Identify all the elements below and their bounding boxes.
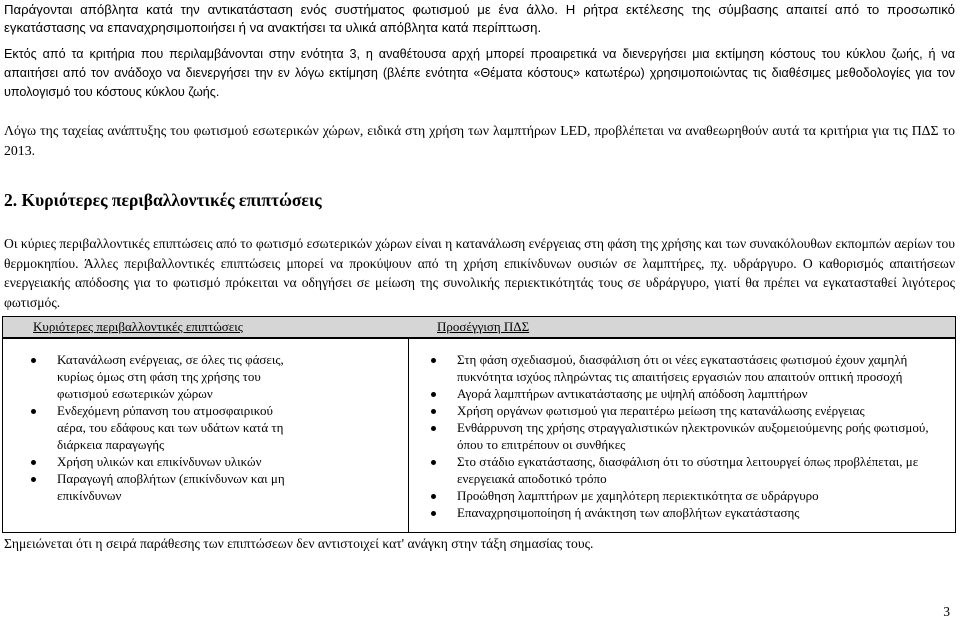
column-header-approach: Προσέγγιση ΠΔΣ bbox=[437, 319, 530, 334]
list-item bbox=[25, 453, 285, 470]
list-item-text: Χρήση υλικών και επικίνδυνων υλικών bbox=[57, 454, 262, 469]
bullet-icon bbox=[431, 494, 436, 499]
list-item bbox=[25, 470, 285, 504]
approach-list bbox=[425, 351, 930, 521]
list-item bbox=[25, 351, 285, 402]
list-item-text: Κατανάλωση ενέργειας, σε όλες τις φάσεις, κυρίως όμως στη φάση της χρήσης του φωτισμού εσωτερικών χώρων bbox=[57, 352, 284, 401]
list-item bbox=[425, 453, 930, 487]
list-item-text: Ενθάρρυνση της χρήσης στραγγαλιστικών ηλεκτρονικών αυξομειούμενης ροής φωτισμού, όπου το επιτρέπουν οι συνθήκες bbox=[457, 420, 929, 452]
list-item-text: Επαναχρησιμοποίηση ή ανάκτηση των αποβλήτων εγκατάστασης bbox=[457, 505, 800, 520]
paragraph-led-review: Λόγω της ταχείας ανάπτυξης του φωτισμού εσωτερικών χώρων, ειδικά στη χρήση των λαμπτήρων LED, προβλέπεται να αναθεωρηθούν αυτά τα κριτήρια για τις ΠΔΣ το 2013. bbox=[4, 123, 955, 158]
section-heading: 2. Κυριότερες περιβαλλοντικές επιπτώσεις bbox=[4, 190, 322, 210]
table-body bbox=[2, 338, 956, 533]
list-item bbox=[25, 402, 285, 453]
bullet-icon bbox=[431, 392, 436, 397]
bullet-icon bbox=[431, 409, 436, 414]
page-number: 3 bbox=[943, 604, 950, 619]
bullet-icon bbox=[31, 477, 36, 482]
list-item-text: Αγορά λαμπτήρων αντικατάστασης με υψηλή απόδοση λαμπτήρων bbox=[457, 386, 808, 401]
paragraph-waste: Παράγονται απόβλητα κατά την αντικατάσταση ενός συστήματος φωτισμού με ένα άλλο. Η ρήτρα εκτέλεσης της σύμβασης απαιτεί από το προσωπικό εγκατάστασης να επαναχρησιμοποιήσει ή να ανακτήσει τα υλικά απόβλητα κατά περίπτωση. bbox=[4, 2, 955, 35]
bullet-icon bbox=[31, 409, 36, 414]
bullet-icon bbox=[31, 460, 36, 465]
impacts-list bbox=[25, 351, 285, 504]
list-item-text: Στη φάση σχεδιασμού, διασφάλιση ότι οι νέες εγκαταστάσεις φωτισμού έχουν χαμηλή πυκνότητα ισχύος πληρώντας τις απαιτήσεις εργασιών που απαιτούν οπτική προσοχή bbox=[457, 352, 908, 384]
list-item bbox=[425, 419, 930, 453]
list-item-text: Ενδεχόμενη ρύπανση του ατμοσφαιρικού αέρα, του εδάφους και των υδάτων κατά τη διάρκεια παραγωγής bbox=[57, 403, 284, 452]
list-item-text: Παραγωγή αποβλήτων (επικίνδυνων και μη επικίνδυνων bbox=[57, 471, 285, 503]
list-item-text: Στο στάδιο εγκατάστασης, διασφάλιση ότι το σύστημα λειτουργεί όπως προβλέπεται, με ενεργειακά αποδοτικό τρόπο bbox=[457, 454, 919, 486]
bullet-icon bbox=[31, 358, 36, 363]
footnote: Σημειώνεται ότι η σειρά παράθεσης των επιπτώσεων δεν αντιστοιχεί κατ' ανάγκη στην τάξη σημασίας τους. bbox=[4, 536, 594, 551]
list-item bbox=[425, 385, 930, 402]
bullet-icon bbox=[431, 358, 436, 363]
paragraph-life-cycle-cost: Εκτός από τα κριτήρια που περιλαμβάνονται στην ενότητα 3, η αναθέτουσα αρχή μπορεί προαιρετικά να διενεργήσει μια εκτίμηση κόστους του κύκλου ζωής, ή να απαιτήσει από τον ανάδοχο να διενεργήσει την εν λόγω εκτίμηση (βλέπε ενότητα «Θέματα κόστους» κατωτέρω) χρησιμοποιώντας τις διαθέσιμες μεθοδολογίες για τον υπολογισμό του κόστους κύκλου ζωής. bbox=[4, 47, 955, 99]
table-header bbox=[2, 316, 956, 338]
bullet-icon bbox=[431, 460, 436, 465]
list-item bbox=[425, 351, 930, 385]
bullet-icon bbox=[431, 426, 436, 431]
list-item bbox=[425, 504, 930, 521]
list-item-text: Χρήση οργάνων φωτισμού για περαιτέρω μείωση της κατανάλωσης ενέργειας bbox=[457, 403, 865, 418]
list-item bbox=[425, 402, 930, 419]
column-divider bbox=[408, 339, 409, 532]
list-item-text: Προώθηση λαμπτήρων με χαμηλότερη περιεκτικότητα σε υδράργυρο bbox=[457, 488, 819, 503]
column-header-impacts: Κυριότερες περιβαλλοντικές επιπτώσεις bbox=[33, 319, 243, 334]
bullet-icon bbox=[431, 511, 436, 516]
list-item bbox=[425, 487, 930, 504]
paragraph-impacts: Οι κύριες περιβαλλοντικές επιπτώσεις από το φωτισμό εσωτερικών χώρων είναι η κατανάλωση ενέργειας στη φάση της χρήσης και των συνακόλουθων εκπομπών αερίων του θερμοκηπίου. Άλλες περιβαλλοντικές επιπτώσεις μπορεί να προκύψουν από τη χρήση επικίνδυνων ουσιών σε λαμπτήρες, πχ. υδράργυρο. Ο καθορισμός απαιτήσεων ενεργειακής απόδοσης για το φωτισμό πρόκειται να οδηγήσει σε μείωση της συνολικής περιεκτικότητάς τους σε υδράργυρο, γιατί θα πρέπει να εγκατασταθεί λιγότερος φωτισμός. bbox=[4, 236, 955, 310]
